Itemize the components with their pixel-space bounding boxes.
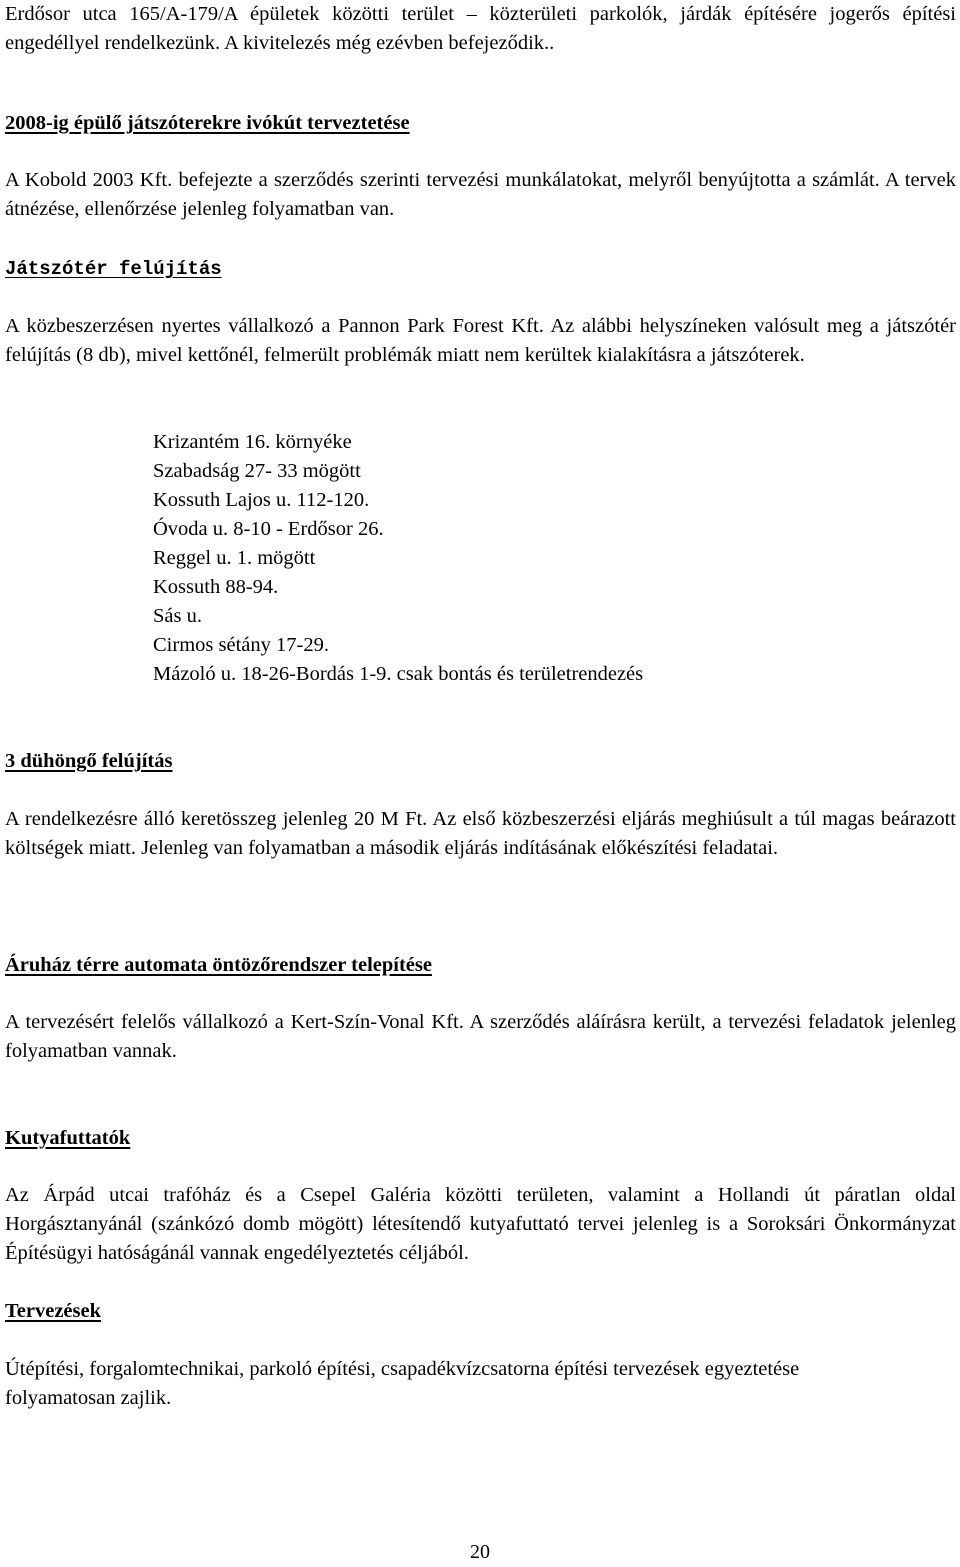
- list-item: Szabadság 27- 33 mögött: [153, 460, 361, 482]
- list-item: Reggel u. 1. mögött: [153, 547, 316, 569]
- list-item: Kossuth 88-94.: [153, 576, 279, 598]
- section-heading-irrigation-system: Áruház térre automata öntözőrendszer telepítése: [5, 954, 432, 976]
- list-item: Mázoló u. 18-26-Bordás 1-9. csak bontás és területrendezés: [153, 663, 644, 685]
- list-item: Sás u.: [153, 605, 202, 627]
- section-heading-designs: Tervezések: [5, 1300, 102, 1322]
- list-item: Kossuth Lajos u. 112-120.: [153, 489, 370, 511]
- section-body-rage-room: A rendelkezésre álló keretösszeg jelenleg 20 M Ft. Az első közbeszerzési eljárás meghiúsult a túl magas beárazott költségek miatt. Jelenleg van folyamatban a második eljárás indításának előkészítési feladatai.: [5, 808, 956, 859]
- list-item: Óvoda u. 8-10 - Erdősor 26.: [153, 518, 384, 540]
- playground-location-list: [153, 428, 643, 689]
- section-heading-dog-runs: Kutyafuttatók: [5, 1127, 131, 1149]
- section-heading-playground-renovation: Játszótér felújítás: [5, 258, 222, 280]
- intro-paragraph: Erdősor utca 165/A-179/A épületek közötti terület – közterületi parkolók, járdák építésére jogerős építési engedéllyel rendelkezünk. A kivitelezés még ezévben befejeződik..: [5, 3, 956, 54]
- section-body-designs: Útépítési, forgalomtechnikai, parkoló építési, csapadékvízcsatorna építési tervezések egyeztetése folyamatosan zajlik.: [5, 1358, 800, 1409]
- section-body-playground-renovation: A közbeszerzésen nyertes vállalkozó a Pannon Park Forest Kft. Az alábbi helyszíneken valósult meg a játszótér felújítás (8 db), mivel kettőnél, felmerült problémák miatt nem kerültek kialakításra a játszóterek.: [5, 315, 956, 366]
- page-number: 20: [470, 1541, 490, 1563]
- section-body-drinking-fountain: A Kobold 2003 Kft. befejezte a szerződés szerinti tervezési munkálatokat, melyről benyújtotta a számlát. A tervek átnézése, ellenőrzése jelenleg folyamatban van.: [5, 169, 956, 220]
- section-heading-drinking-fountain: 2008-ig épülő játszóterekre ivókút terveztetése: [5, 112, 410, 134]
- section-heading-rage-room: 3 dühöngő felújítás: [5, 750, 173, 772]
- section-body-irrigation-system: A tervezésért felelős vállalkozó a Kert-Szín-Vonal Kft. A szerződés aláírásra került, a tervezési feladatok jelenleg folyamatban vannak.: [5, 1011, 956, 1062]
- section-body-dog-runs: Az Árpád utcai trafóház és a Csepel Galéria közötti területen, valamint a Hollandi út páratlan oldal Horgásztanyánál (szánkózó domb mögött) létesítendő kutyafuttató tervei jelenleg is a Soroksári Önkormányzat Építésügyi hatóságánál vannak engedélyeztetés céljából.: [5, 1184, 956, 1264]
- list-item: Cirmos sétány 17-29.: [153, 634, 329, 656]
- list-item: Krizantém 16. környéke: [153, 431, 352, 453]
